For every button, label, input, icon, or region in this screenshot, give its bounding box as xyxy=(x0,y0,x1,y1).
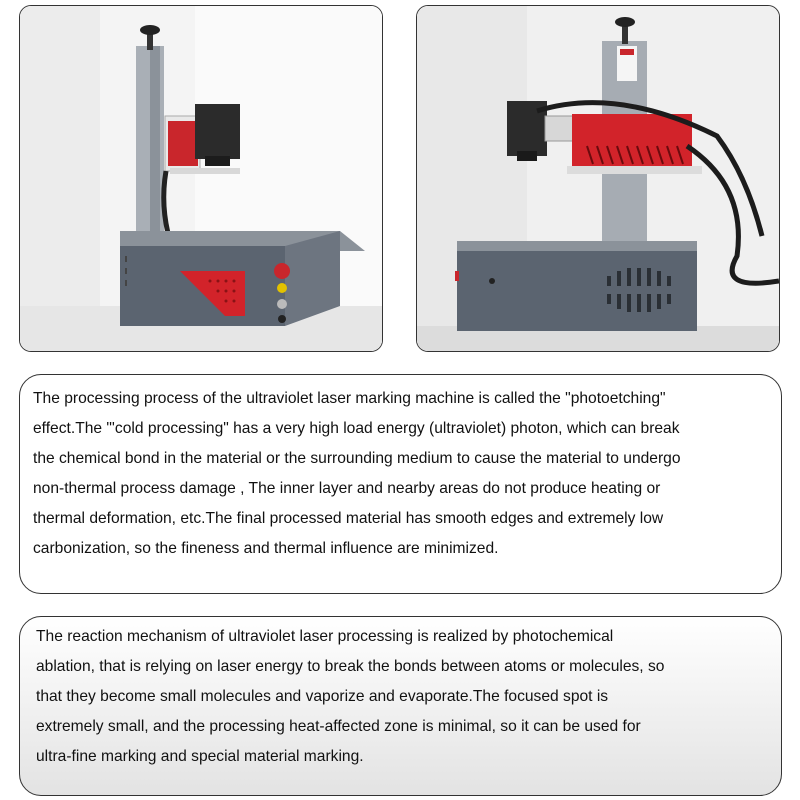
paragraph2-line: ablation, that is relying on laser energy to break the bonds between atoms or molecules, so xyxy=(36,658,665,675)
machine-side-illustration xyxy=(417,6,779,351)
paragraph2-line: that they become small molecules and vaporize and evaporate.The focused spot is xyxy=(36,688,609,705)
description-box-photoetching xyxy=(19,374,782,594)
paragraph1-line: non-thermal process damage , The inner layer and nearby areas do not produce heating or xyxy=(33,480,661,497)
paragraph1-line: thermal deformation, etc.The final processed material has smooth edges and extremely low xyxy=(33,510,664,527)
machine-front-illustration xyxy=(20,6,382,351)
paragraph1-line: The processing process of the ultraviolet laser marking machine is called the "photoetching" xyxy=(33,390,666,407)
paragraph2-line: ultra-fine marking and special material marking. xyxy=(36,748,364,765)
paragraph1-line: effect.The "'cold processing" has a very high load energy (ultraviolet) photon, which can break xyxy=(33,420,680,437)
machine-side-photo xyxy=(416,5,780,352)
paragraph2-line: The reaction mechanism of ultraviolet laser processing is realized by photochemical xyxy=(36,628,614,645)
paragraph1-line: the chemical bond in the material or the surrounding medium to cause the material to undergo xyxy=(33,450,681,467)
description-box-reaction-mechanism xyxy=(19,616,782,796)
paragraph1-line: carbonization, so the fineness and thermal influence are minimized. xyxy=(33,540,499,557)
machine-front-photo xyxy=(19,5,383,352)
paragraph2-line: extremely small, and the processing heat-affected zone is minimal, so it can be used for xyxy=(36,718,641,735)
